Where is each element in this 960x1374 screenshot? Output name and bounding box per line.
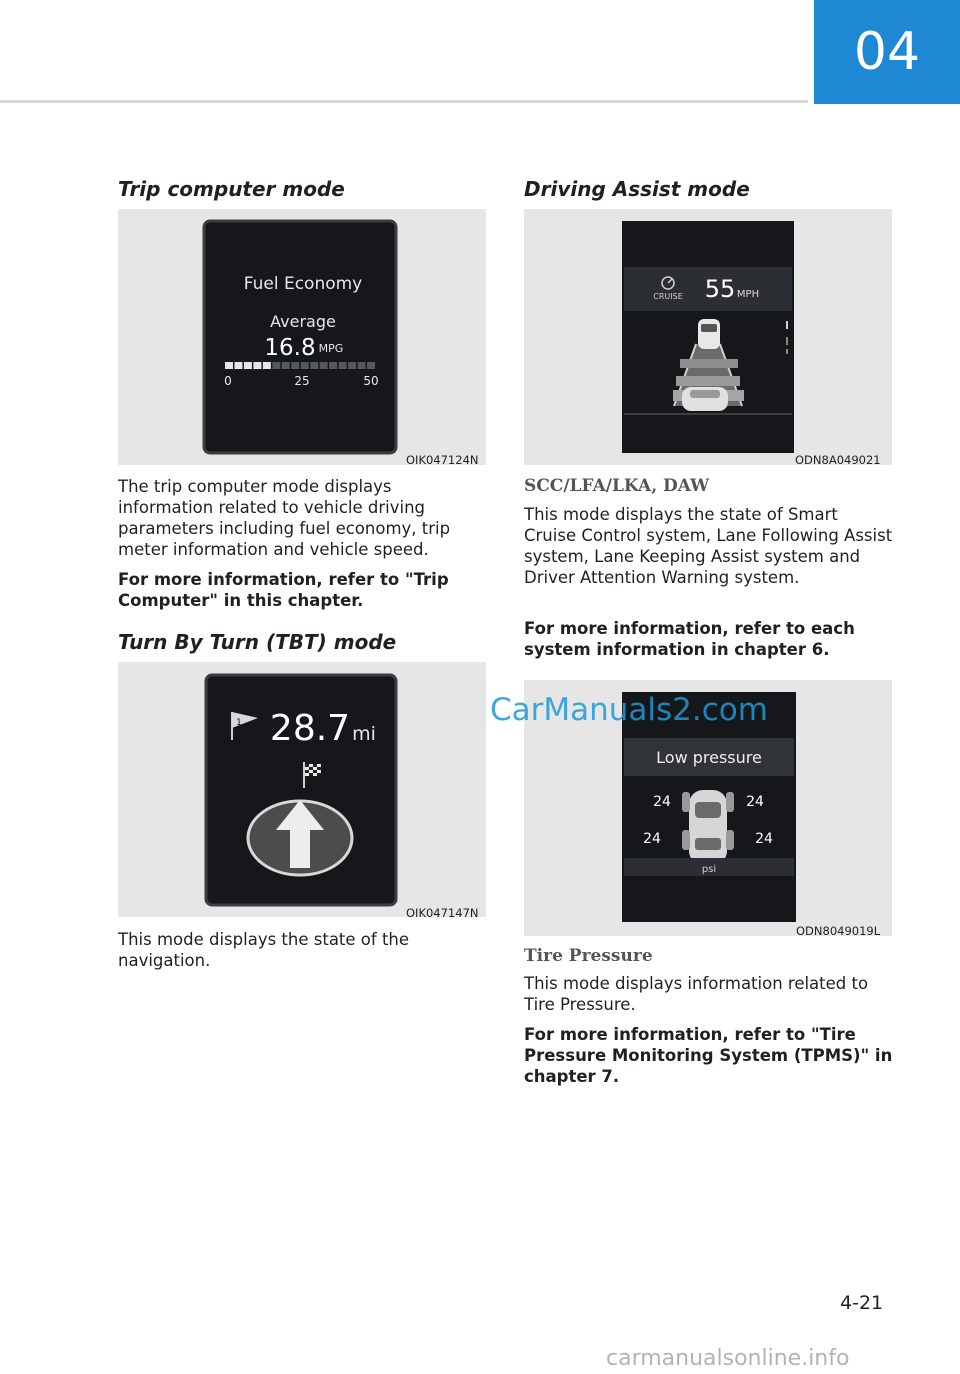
car-top-view-icon	[682, 790, 734, 865]
speed-unit: MPH	[736, 289, 760, 300]
fuel-bar-segment	[234, 362, 242, 369]
fuel-bar-segment	[320, 362, 328, 369]
tire-rear-right: 24	[755, 831, 773, 847]
tbt-display	[118, 662, 486, 917]
assist-body: This mode displays the state of Smart Cruise Control system, Lane Following Assist system, Lane Keeping Assist system and Driver Attention Warning system.	[524, 505, 893, 587]
footer-watermark: carmanualsonline.info	[606, 1346, 850, 1371]
trip-figure	[118, 209, 486, 465]
own-car-icon	[682, 387, 728, 411]
tire-front-left: 24	[653, 794, 671, 810]
tire-figure-code: ODN8049019L	[796, 924, 881, 938]
assist-heading: Driving Assist mode	[524, 177, 750, 201]
cruise-label: CRUISE	[653, 292, 683, 301]
trip-reference: For more information, refer to "Trip Computer" in this chapter.	[118, 570, 449, 610]
tbt-distance: 28.7	[269, 708, 351, 749]
assist-subhead: SCC/LFA/LKA, DAW	[524, 476, 710, 496]
fuel-bar-segment	[253, 362, 261, 369]
set-speed: 55	[704, 275, 736, 303]
tire-rear-left: 24	[643, 831, 661, 847]
assist-display	[524, 209, 892, 465]
tire-front-right: 24	[746, 794, 764, 810]
header-rule	[0, 100, 808, 103]
tbt-figure-code: OIK047147N	[406, 906, 479, 920]
assist-figure-code: ODN8A049021	[795, 453, 881, 467]
average-label: Average	[270, 312, 336, 331]
fuel-economy-title: Fuel Economy	[243, 274, 363, 294]
fuel-bar-segment	[282, 362, 290, 369]
tire-reference: For more information, refer to "Tire Pressure Monitoring System (TPMS)" in chapter 7.	[524, 1025, 893, 1086]
tire-subhead: Tire Pressure	[524, 946, 653, 966]
scale-mid: 25	[294, 374, 310, 388]
fuel-bar-segment	[329, 362, 337, 369]
fuel-bar-segment	[367, 362, 375, 369]
tire-body: This mode displays information related to Tire Pressure.	[524, 974, 869, 1014]
fuel-bar-segment	[339, 362, 347, 369]
chapter-tab: 04	[814, 0, 960, 104]
assist-reference: For more information, refer to each system information in chapter 6.	[524, 619, 855, 659]
fuel-bar-segment	[263, 362, 271, 369]
page-number: 4-21	[840, 1292, 884, 1314]
assist-figure	[524, 209, 892, 465]
trip-body: The trip computer mode displays information related to vehicle driving parameters including fuel economy, trip meter information and vehicle speed.	[118, 477, 451, 559]
fuel-bar-segment	[348, 362, 356, 369]
trip-display	[118, 209, 486, 465]
fuel-bar-segment	[291, 362, 299, 369]
trip-figure-code: OIK047124N	[406, 453, 479, 467]
low-pressure-title: Low pressure	[656, 748, 762, 767]
trip-heading: Trip computer mode	[118, 177, 345, 201]
fuel-bar-segment	[244, 362, 252, 369]
average-value: 16.8	[264, 335, 316, 361]
fuel-bar-segment	[301, 362, 309, 369]
scale-max: 50	[363, 374, 379, 388]
watermark: CarManuals2.com	[490, 692, 768, 728]
flag-number: 1	[236, 718, 242, 728]
tbt-body: This mode displays the state of the navigation.	[118, 930, 410, 970]
tbt-heading: Turn By Turn (TBT) mode	[118, 630, 397, 654]
tbt-unit: mi	[352, 723, 376, 745]
fuel-bar-segment	[272, 362, 280, 369]
tbt-figure	[118, 662, 486, 917]
fuel-bar-segment	[358, 362, 366, 369]
fuel-bar-segment	[310, 362, 318, 369]
scale-min: 0	[224, 374, 232, 388]
mpg-unit: MPG	[318, 342, 344, 355]
lead-car-icon	[698, 319, 720, 349]
pressure-unit: psi	[701, 864, 717, 875]
fuel-bar-segment	[225, 362, 233, 369]
